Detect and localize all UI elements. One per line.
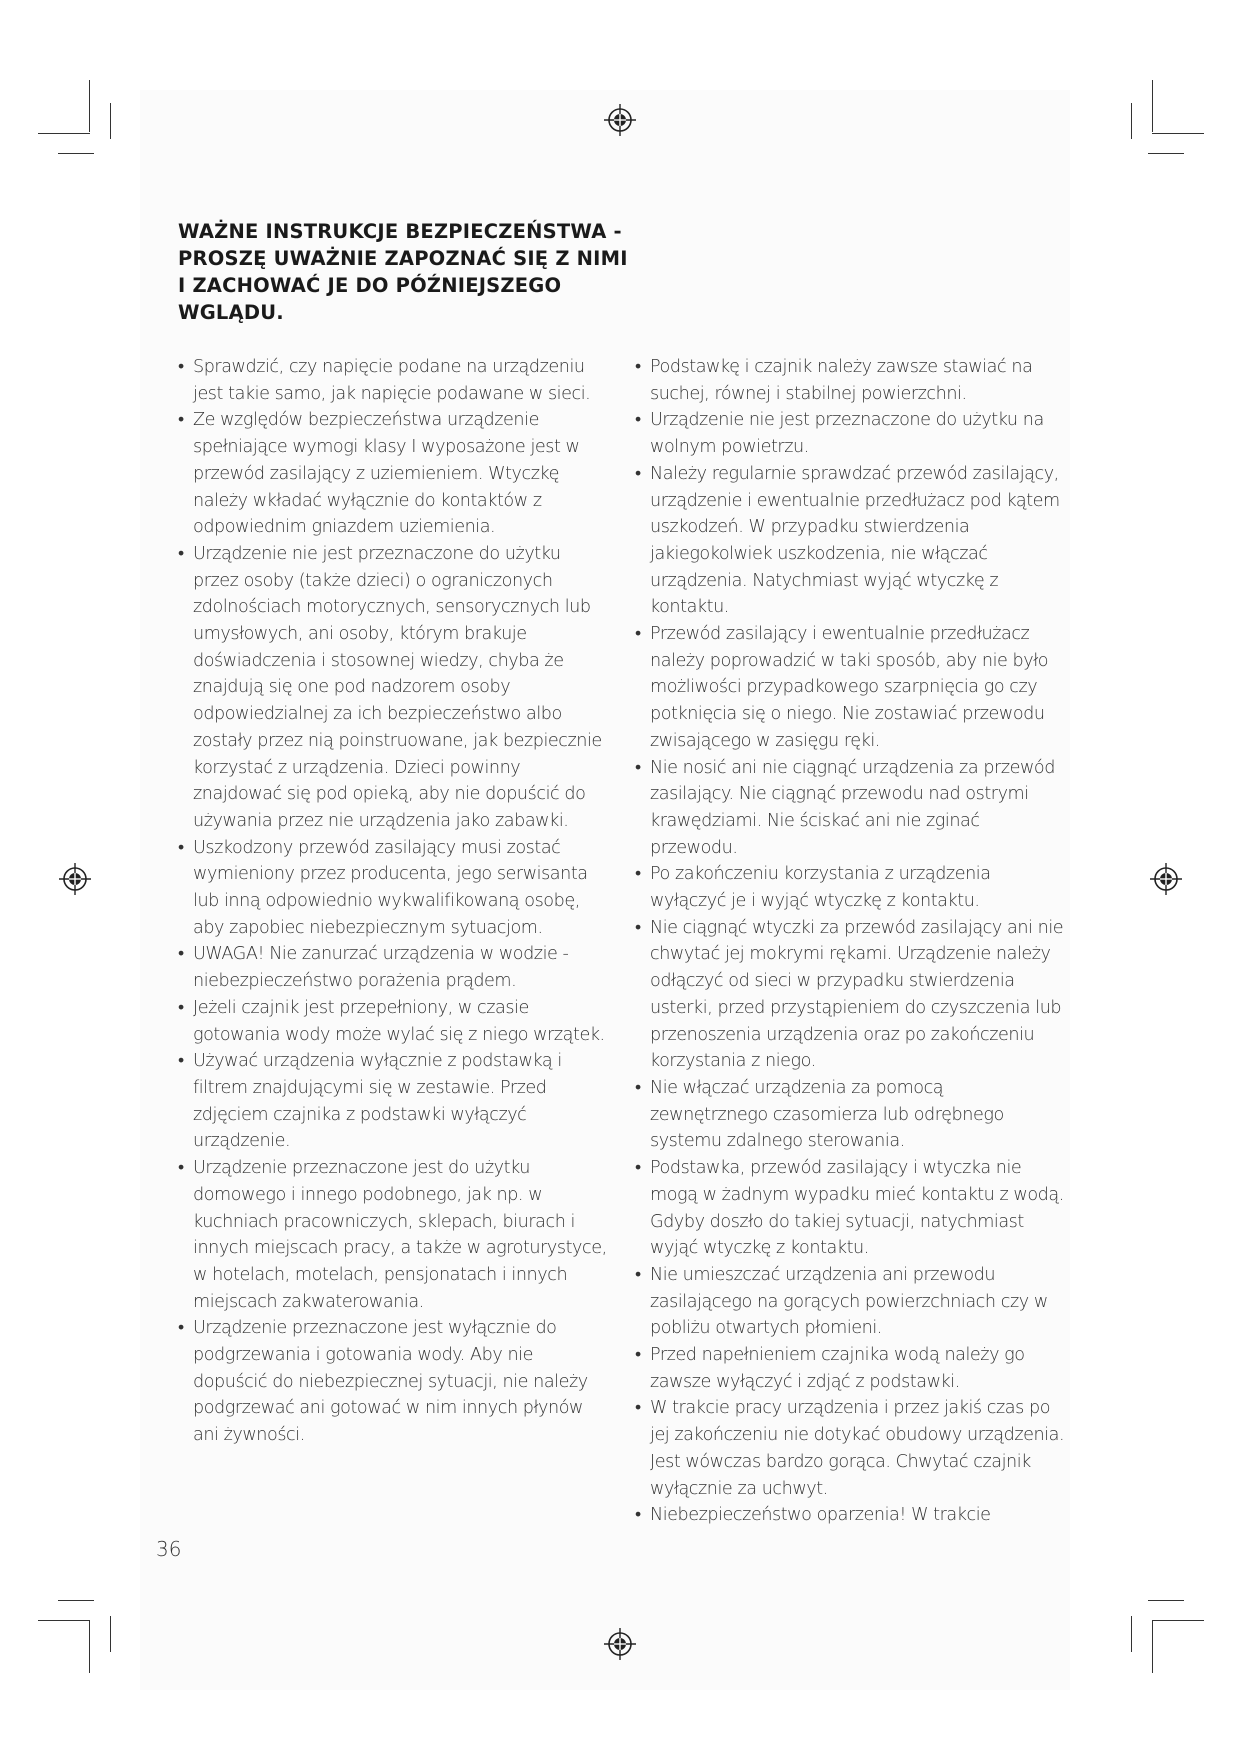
crop-mark <box>1152 1621 1153 1673</box>
list-item: • Sprawdzić, czy napięcie podane na urządzeniu jest takie samo, jak napięcie podawane w sieci. <box>178 354 608 407</box>
list-item: • Po zakończeniu korzystania z urządzenia wyłączyć je i wyjąć wtyczkę z kontaktu. <box>635 861 1065 914</box>
list-item: • Uszkodzony przewód zasilający musi zostać wymieniony przez producenta, jego serwisanta lub inną odpowiednio wykwalifikowaną osobę, aby zapobiec niebezpiecznym sytuacjom. <box>178 835 608 942</box>
crop-mark <box>38 1620 90 1621</box>
list-item: • Ze względów bezpieczeństwa urządzenie spełniające wymogi klasy I wyposażone jest w przewód zasilający z uziemieniem. Wtyczkę należy wkładać wyłącznie do kontaktów z odpowiednim gniazdem uziemienia. <box>178 407 608 541</box>
crop-mark <box>38 133 90 134</box>
list-item: • Urządzenie przeznaczone jest wyłącznie do podgrzewania i gotowania wody. Aby nie dopuścić do niebezpiecznej sytuacji, nie należy podgrzewać ani gotować w nim innych płynów ani żywności. <box>178 1315 608 1449</box>
crop-mark <box>1131 103 1132 139</box>
crop-mark <box>58 1600 94 1601</box>
list-item: • Należy regularnie sprawdzać przewód zasilający, urządzenie i ewentualnie przedłużacz pod kątem uszkodzeń. W przypadku stwierdzenia jakiegokolwiek uszkodzenia, nie włączać urządzenia. Natychmiast wyjąć wtyczkę z kontaktu. <box>635 461 1065 621</box>
registration-mark-icon <box>604 1628 636 1660</box>
crop-mark <box>1148 153 1184 154</box>
list-item: • Używać urządzenia wyłącznie z podstawką i filtrem znajdującymi się w zestawie. Przed zdjęciem czajnika z podstawki wyłączyć urządzenie. <box>178 1048 608 1155</box>
registration-mark-icon <box>604 104 636 136</box>
registration-mark-icon <box>59 863 91 895</box>
list-item: • Urządzenie nie jest przeznaczone do użytku na wolnym powietrzu. <box>635 407 1065 460</box>
list-item: • Podstawka, przewód zasilający i wtyczka nie mogą w żadnym wypadku mieć kontaktu z wodą. Gdyby doszło do takiej sytuacji, natychmiast wyjąć wtyczkę z kontaktu. <box>635 1155 1065 1262</box>
crop-mark <box>1152 1620 1204 1621</box>
crop-mark <box>58 153 94 154</box>
list-item: • Jeżeli czajnik jest przepełniony, w czasie gotowania wody może wylać się z niego wrzątek. <box>178 995 608 1048</box>
list-item: • Podstawkę i czajnik należy zawsze stawiać na suchej, równej i stabilnej powierzchni. <box>635 354 1065 407</box>
crop-mark <box>89 80 90 132</box>
list-item: • Niebezpieczeństwo oparzenia! W trakcie <box>635 1502 1065 1529</box>
registration-mark-icon <box>1150 863 1182 895</box>
list-item: • Przewód zasilający i ewentualnie przedłużacz należy poprowadzić w taki sposób, aby nie było możliwości przypadkowego szarpnięcia go czy potknięcia się o niego. Nie zostawiać przewodu zwisającego w zasięgu ręki. <box>635 621 1065 755</box>
list-item: • Urządzenie przeznaczone jest do użytku domowego i innego podobnego, jak np. w kuchniach pracowniczych, sklepach, biurach i innych miejscach pracy, a także w agroturystyce, w hotelach, motelach, pensjonatach i innych miejscach zakwaterowania. <box>178 1155 608 1315</box>
crop-mark <box>1148 1600 1184 1601</box>
list-item: • Przed napełnieniem czajnika wodą należy go zawsze wyłączyć i zdjąć z podstawki. <box>635 1342 1065 1395</box>
list-item: • UWAGA! Nie zanurzać urządzenia w wodzie - niebezpieczeństwo porażenia prądem. <box>178 941 608 994</box>
list-item: • Nie włączać urządzenia za pomocą zewnętrznego czasomierza lub odrębnego systemu zdalnego sterowania. <box>635 1075 1065 1155</box>
crop-mark <box>110 103 111 139</box>
crop-mark <box>110 1616 111 1652</box>
left-column-list <box>178 354 608 1449</box>
crop-mark <box>1152 133 1204 134</box>
crop-mark <box>89 1621 90 1673</box>
list-item: • W trakcie pracy urządzenia i przez jakiś czas po jej zakończeniu nie dotykać obudowy urządzenia. Jest wówczas bardzo gorąca. Chwytać czajnik wyłącznie za uchwyt. <box>635 1395 1065 1502</box>
crop-mark <box>1152 80 1153 132</box>
list-item: • Nie ciągnąć wtyczki za przewód zasilający ani nie chwytać jej mokrymi rękami. Urządzenie należy odłączyć od sieci w przypadku stwierdzenia usterki, przed przystąpieniem do czyszczenia lub przenoszenia urządzenia oraz po zakończeniu korzystania z niego. <box>635 915 1065 1075</box>
section-heading: WAŻNE INSTRUKCJE BEZPIECZEŃSTWA - PROSZĘ UWAŻNIE ZAPOZNAĆ SIĘ Z NIMI I ZACHOWAĆ JE DO PÓŹNIEJSZEGO WGLĄDU. <box>178 220 628 324</box>
right-column-list <box>635 354 1065 1529</box>
crop-mark <box>1131 1616 1132 1652</box>
page-number: 36 <box>156 1537 182 1561</box>
list-item: • Nie nosić ani nie ciągnąć urządzenia za przewód zasilający. Nie ciągnąć przewodu nad ostrymi krawędziami. Nie ściskać ani nie zginać przewodu. <box>635 755 1065 862</box>
list-item: • Nie umieszczać urządzenia ani przewodu zasilającego na gorących powierzchniach czy w pobliżu otwartych płomieni. <box>635 1262 1065 1342</box>
list-item: • Urządzenie nie jest przeznaczone do użytku przez osoby (także dzieci) o ograniczonych zdolnościach motorycznych, sensorycznych lub umysłowych, ani osoby, którym brakuje doświadczenia i stosownej wiedzy, chyba że znajdują się one pod nadzorem osoby odpowiedzialnej za ich bezpieczeństwo albo zostały przez nią poinstruowane, jak bezpiecznie korzystać z urządzenia. Dzieci powinny znajdować się pod opieką, aby nie dopuścić do używania przez nie urządzenia jako zabawki. <box>178 541 608 835</box>
